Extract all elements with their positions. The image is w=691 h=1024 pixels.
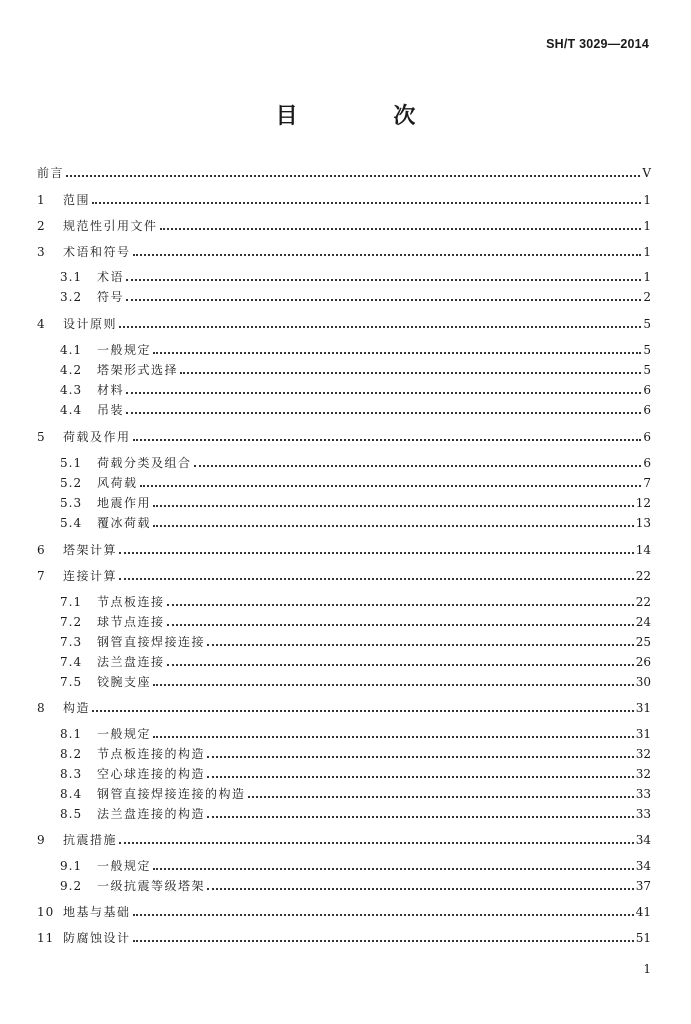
toc-entry-title: 地基与基础 bbox=[63, 905, 131, 919]
toc-entry-title: 符号 bbox=[97, 290, 125, 304]
toc-entry-page: 5 bbox=[643, 343, 651, 357]
toc-entry-title: 术语和符号 bbox=[63, 245, 131, 259]
toc-entry[interactable] bbox=[60, 284, 651, 304]
dot-leader bbox=[126, 392, 641, 394]
toc-entry-number: 4.4 bbox=[60, 403, 83, 417]
dot-leader bbox=[119, 842, 634, 844]
toc-entry-page: 33 bbox=[635, 807, 651, 821]
toc-entry-page: 1 bbox=[643, 245, 651, 259]
toc-entry-number: 5.4 bbox=[60, 516, 83, 530]
toc-entry[interactable] bbox=[60, 397, 651, 417]
toc-entry-page: 6 bbox=[643, 383, 651, 397]
toc-entry[interactable] bbox=[60, 853, 651, 873]
dot-leader bbox=[119, 578, 634, 580]
toc-entry-title: 节点板连接的构造 bbox=[97, 747, 206, 761]
toc-entry-page: 33 bbox=[635, 787, 651, 801]
toc-entry-page: 41 bbox=[635, 905, 651, 919]
toc-entry[interactable] bbox=[37, 187, 651, 207]
dot-leader bbox=[207, 888, 634, 890]
dot-leader bbox=[153, 684, 634, 686]
toc-entry-title: 法兰盘连接的构造 bbox=[97, 807, 206, 821]
toc-entry-title: 塔架计算 bbox=[63, 543, 118, 557]
toc-entry-title: 一般规定 bbox=[97, 727, 152, 741]
toc-entry-number: 5.1 bbox=[60, 456, 83, 470]
toc-entry[interactable] bbox=[60, 264, 651, 284]
toc-entry-number: 7.4 bbox=[60, 655, 83, 669]
toc-entry[interactable] bbox=[37, 695, 651, 715]
toc-entry-title: 范围 bbox=[63, 193, 91, 207]
dot-leader bbox=[153, 505, 634, 507]
toc-entry-page: 5 bbox=[643, 363, 651, 377]
toc-entry-number: 7.2 bbox=[60, 615, 83, 629]
dot-leader bbox=[126, 279, 641, 281]
toc-entry[interactable] bbox=[60, 781, 651, 801]
toc-entry-page: 7 bbox=[643, 476, 651, 490]
toc-entry[interactable] bbox=[37, 239, 651, 259]
toc-entry[interactable] bbox=[60, 337, 651, 357]
toc-entry-number: 11 bbox=[37, 931, 55, 945]
toc-entry-title: 前言 bbox=[37, 166, 65, 180]
dot-leader bbox=[133, 254, 641, 256]
toc-entry[interactable] bbox=[37, 827, 651, 847]
dot-leader bbox=[248, 796, 634, 798]
toc-entry-title: 一级抗震等级塔架 bbox=[97, 879, 206, 893]
toc-entry-number: 5.2 bbox=[60, 476, 83, 490]
toc-entry[interactable] bbox=[60, 609, 651, 629]
toc-entry-title: 覆冰荷载 bbox=[97, 516, 152, 530]
toc-entry-title: 构造 bbox=[63, 701, 91, 715]
dot-leader bbox=[167, 624, 634, 626]
dot-leader bbox=[207, 816, 634, 818]
toc-entry[interactable] bbox=[60, 801, 651, 821]
toc-entry[interactable] bbox=[37, 311, 651, 331]
toc-entry-title: 一般规定 bbox=[97, 859, 152, 873]
toc-entry-title: 材料 bbox=[97, 383, 125, 397]
dot-leader bbox=[167, 604, 634, 606]
toc-entry-number: 4.1 bbox=[60, 343, 83, 357]
toc-entry-title: 塔架形式选择 bbox=[97, 363, 179, 377]
toc-entry[interactable] bbox=[60, 721, 651, 741]
toc-entry-number: 3.2 bbox=[60, 290, 83, 304]
toc-entry-title: 连接计算 bbox=[63, 569, 118, 583]
dot-leader bbox=[153, 868, 634, 870]
toc-entry-page: 6 bbox=[643, 430, 651, 444]
toc-entry-page: 37 bbox=[635, 879, 651, 893]
toc-entry-page: 25 bbox=[635, 635, 651, 649]
toc-entry-number: 9.1 bbox=[60, 859, 83, 873]
toc-entry-number: 9.2 bbox=[60, 879, 83, 893]
toc-entry[interactable] bbox=[60, 450, 651, 470]
toc-entry[interactable] bbox=[37, 160, 651, 180]
toc-entry-number: 4 bbox=[37, 317, 46, 331]
toc-entry-page: 13 bbox=[635, 516, 651, 530]
toc-entry[interactable] bbox=[60, 377, 651, 397]
dot-leader bbox=[194, 465, 641, 467]
toc-entry-number: 8.2 bbox=[60, 747, 83, 761]
toc-entry-title: 规范性引用文件 bbox=[63, 219, 158, 233]
toc-entry[interactable] bbox=[37, 424, 651, 444]
toc-entry-title: 空心球连接的构造 bbox=[97, 767, 206, 781]
toc-entry-page: 30 bbox=[635, 675, 651, 689]
toc-entry-number: 7.5 bbox=[60, 675, 83, 689]
toc-entry[interactable] bbox=[60, 669, 651, 689]
dot-leader bbox=[153, 352, 641, 354]
toc-entry-page: 31 bbox=[635, 701, 651, 715]
toc-entry-page: 2 bbox=[643, 290, 651, 304]
dot-leader bbox=[180, 372, 641, 374]
dot-leader bbox=[160, 228, 641, 230]
toc-entry-number: 8.4 bbox=[60, 787, 83, 801]
toc-entry-page: 5 bbox=[643, 317, 651, 331]
toc-entry-title: 球节点连接 bbox=[97, 615, 165, 629]
toc-entry-title: 防腐蚀设计 bbox=[63, 931, 131, 945]
dot-leader bbox=[153, 525, 634, 527]
toc-entry-title: 节点板连接 bbox=[97, 595, 165, 609]
toc-entry-number: 6 bbox=[37, 543, 46, 557]
toc-entry-page: 1 bbox=[643, 219, 651, 233]
toc-entry-number: 8.5 bbox=[60, 807, 83, 821]
toc-entry-number: 4.2 bbox=[60, 363, 83, 377]
toc-entry-number: 4.3 bbox=[60, 383, 83, 397]
toc-entry-page: 1 bbox=[643, 193, 651, 207]
toc-entry-title: 地震作用 bbox=[97, 496, 152, 510]
dot-leader bbox=[207, 756, 634, 758]
toc-entry-number: 2 bbox=[37, 219, 46, 233]
dot-leader bbox=[126, 299, 641, 301]
toc-entry-title: 荷载分类及组合 bbox=[97, 456, 192, 470]
toc-entry[interactable] bbox=[60, 490, 651, 510]
toc-entry-title: 设计原则 bbox=[63, 317, 118, 331]
dot-leader bbox=[133, 439, 641, 441]
toc-entry-number: 8.1 bbox=[60, 727, 83, 741]
toc-entry-page: 24 bbox=[635, 615, 651, 629]
toc-entry[interactable] bbox=[60, 589, 651, 609]
toc-title: 目 次 bbox=[275, 103, 460, 129]
dot-leader bbox=[167, 664, 634, 666]
toc-entry[interactable] bbox=[60, 741, 651, 761]
toc-entry-page: 34 bbox=[635, 833, 651, 847]
toc-entry-title: 钢管直接焊接连接 bbox=[97, 635, 206, 649]
toc-entry-number: 1 bbox=[37, 193, 46, 207]
dot-leader bbox=[126, 412, 641, 414]
dot-leader bbox=[153, 736, 634, 738]
toc-entry-page: 22 bbox=[635, 595, 651, 609]
toc-entry-page: 32 bbox=[635, 747, 651, 761]
toc-entry-number: 5 bbox=[37, 430, 46, 444]
dot-leader bbox=[133, 940, 634, 942]
standard-code: SH/T 3029—2014 bbox=[546, 37, 649, 51]
toc-entry-page: V bbox=[642, 166, 651, 180]
toc-entry[interactable] bbox=[60, 629, 651, 649]
toc-entry-number: 5.3 bbox=[60, 496, 83, 510]
table-of-contents bbox=[0, 160, 691, 950]
toc-entry-number: 7 bbox=[37, 569, 46, 583]
toc-entry-page: 6 bbox=[643, 403, 651, 417]
toc-entry[interactable] bbox=[60, 649, 651, 669]
dot-leader bbox=[140, 485, 641, 487]
dot-leader bbox=[92, 710, 634, 712]
toc-entry-page: 12 bbox=[635, 496, 651, 510]
page-number: 1 bbox=[643, 962, 651, 976]
toc-entry-title: 法兰盘连接 bbox=[97, 655, 165, 669]
toc-entry[interactable] bbox=[60, 761, 651, 781]
dot-leader bbox=[92, 202, 641, 204]
toc-entry-title: 风荷载 bbox=[97, 476, 138, 490]
toc-entry-page: 14 bbox=[635, 543, 651, 557]
toc-entry-page: 22 bbox=[635, 569, 651, 583]
toc-entry[interactable] bbox=[37, 925, 651, 945]
toc-entry-number: 7.1 bbox=[60, 595, 83, 609]
toc-entry-number: 3.1 bbox=[60, 270, 83, 284]
toc-entry[interactable] bbox=[37, 537, 651, 557]
dot-leader bbox=[66, 175, 640, 177]
toc-entry[interactable] bbox=[60, 470, 651, 490]
toc-entry-number: 10 bbox=[37, 905, 55, 919]
toc-entry-page: 6 bbox=[643, 456, 651, 470]
toc-entry-number: 7.3 bbox=[60, 635, 83, 649]
toc-entry-title: 吊装 bbox=[97, 403, 125, 417]
toc-entry-number: 8.3 bbox=[60, 767, 83, 781]
toc-entry-page: 1 bbox=[643, 270, 651, 284]
toc-entry-title: 一般规定 bbox=[97, 343, 152, 357]
toc-entry[interactable] bbox=[60, 510, 651, 530]
dot-leader bbox=[119, 552, 634, 554]
toc-entry-title: 钢管直接焊接连接的构造 bbox=[97, 787, 246, 801]
toc-entry[interactable] bbox=[37, 213, 651, 233]
dot-leader bbox=[119, 326, 641, 328]
toc-entry-number: 9 bbox=[37, 833, 46, 847]
toc-entry-title: 铰腕支座 bbox=[97, 675, 152, 689]
dot-leader bbox=[207, 644, 634, 646]
toc-entry-number: 3 bbox=[37, 245, 46, 259]
toc-entry-page: 26 bbox=[635, 655, 651, 669]
toc-entry-number: 8 bbox=[37, 701, 46, 715]
toc-entry-title: 术语 bbox=[97, 270, 125, 284]
toc-entry[interactable] bbox=[60, 873, 651, 893]
toc-entry-page: 32 bbox=[635, 767, 651, 781]
toc-entry-page: 34 bbox=[635, 859, 651, 873]
dot-leader bbox=[207, 776, 634, 778]
toc-entry-page: 51 bbox=[635, 931, 651, 945]
toc-entry[interactable] bbox=[37, 899, 651, 919]
dot-leader bbox=[133, 914, 634, 916]
toc-entry[interactable] bbox=[37, 563, 651, 583]
toc-entry-title: 抗震措施 bbox=[63, 833, 118, 847]
toc-entry-page: 31 bbox=[635, 727, 651, 741]
toc-entry[interactable] bbox=[60, 357, 651, 377]
toc-entry-title: 荷载及作用 bbox=[63, 430, 131, 444]
